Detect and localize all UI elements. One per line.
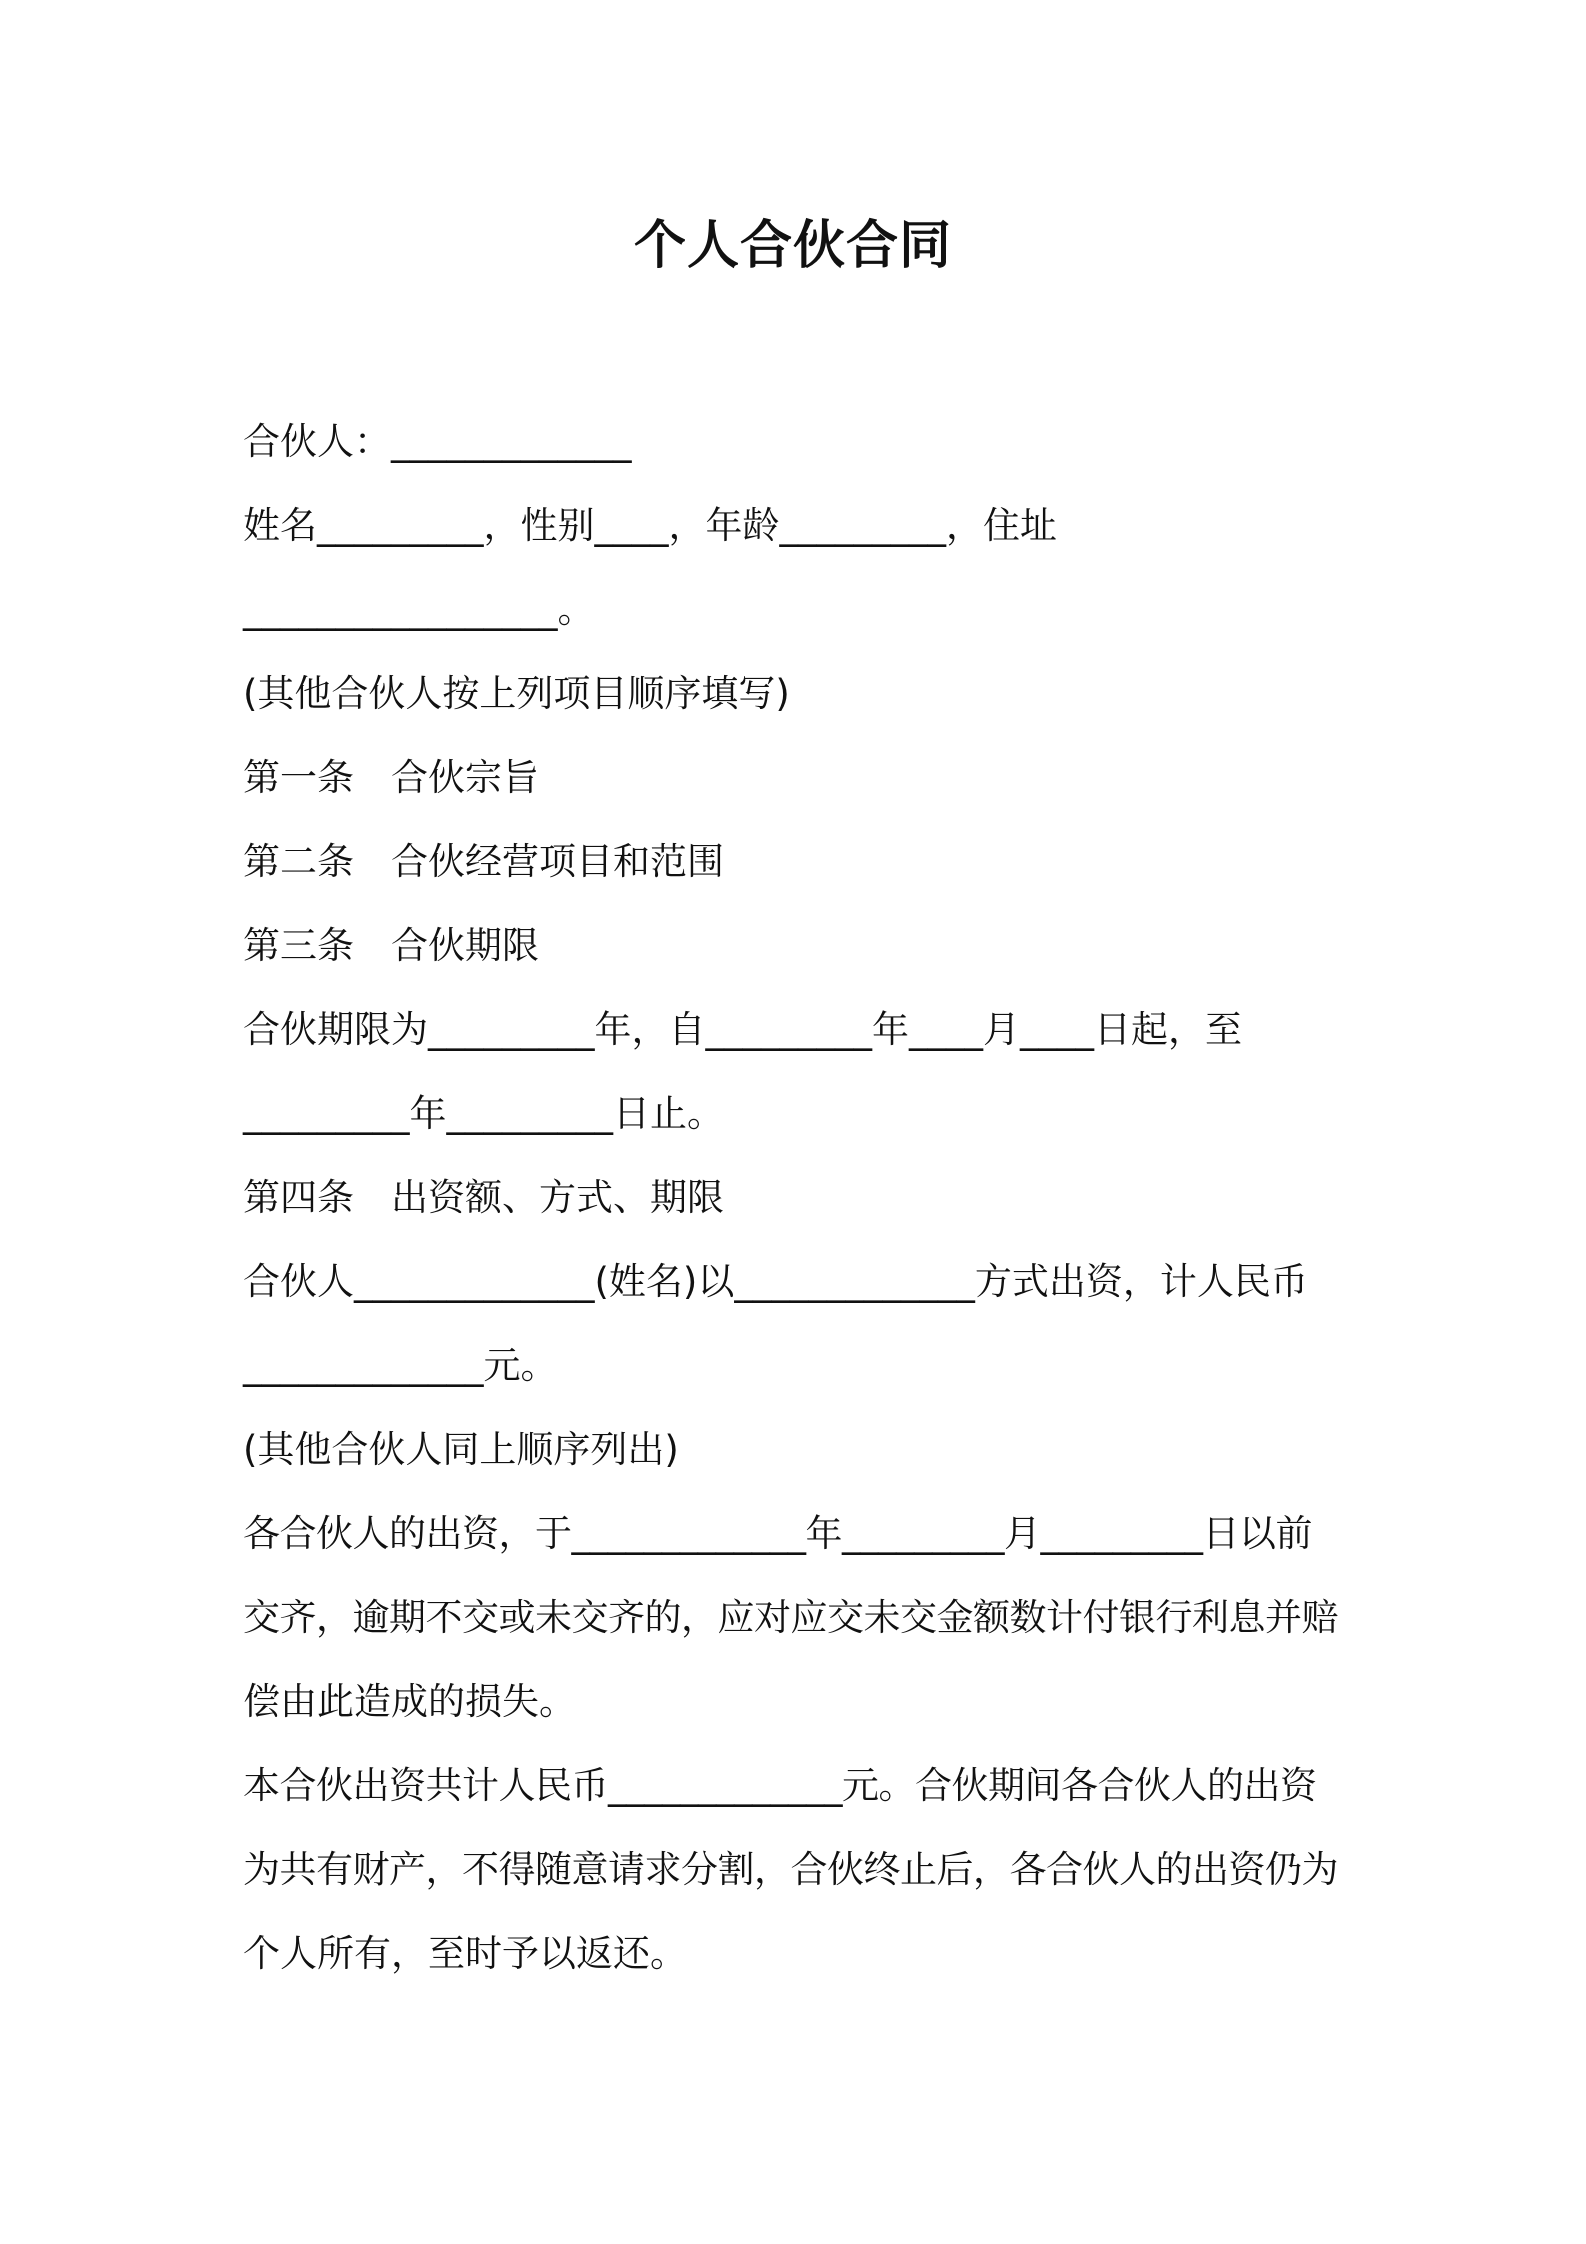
- deadline-line-2: 交齐，逾期不交或未交齐的，应对应交未交金额数计付银行利息并赔: [243, 1596, 1338, 1639]
- article-3-heading: 第三条 合伙期限: [243, 924, 539, 967]
- other-partners-note-2: (其他合伙人同上顺序列出): [243, 1428, 679, 1471]
- deadline-line-3: 偿由此造成的损失。: [243, 1680, 576, 1723]
- document-body: [243, 400, 1363, 1996]
- partner-line: 合伙人：_____________: [243, 420, 632, 463]
- partner-info-line: 姓名_________，性别____，年龄_________，住址: [243, 504, 1057, 547]
- term-line-2: _________年_________日止。: [243, 1092, 724, 1135]
- article-1-heading: 第一条 合伙宗旨: [243, 756, 539, 799]
- contribution-line-1: 合伙人_____________(姓名)以_____________方式出资，计人民币: [243, 1260, 1308, 1303]
- total-line-1: 本合伙出资共计人民币_____________元。合伙期间各合伙人的出资: [243, 1764, 1317, 1807]
- total-line-3: 个人所有，至时予以返还。: [243, 1932, 687, 1975]
- other-partners-note: (其他合伙人按上列项目顺序填写): [243, 672, 790, 715]
- term-line-1: 合伙期限为_________年，自_________年____月____日起，至: [243, 1008, 1242, 1051]
- article-2-heading: 第二条 合伙经营项目和范围: [243, 840, 724, 883]
- document-title: 个人合伙合同: [633, 216, 952, 276]
- article-4-heading: 第四条 出资额、方式、期限: [243, 1176, 724, 1219]
- contribution-line-2: _____________元。: [243, 1344, 558, 1387]
- deadline-line-1: 各合伙人的出资，于_____________年_________月_________日以前: [243, 1512, 1312, 1555]
- total-line-2: 为共有财产，不得随意请求分割，合伙终止后，各合伙人的出资仍为: [243, 1848, 1338, 1891]
- address-blank-line: _________________。: [243, 588, 595, 631]
